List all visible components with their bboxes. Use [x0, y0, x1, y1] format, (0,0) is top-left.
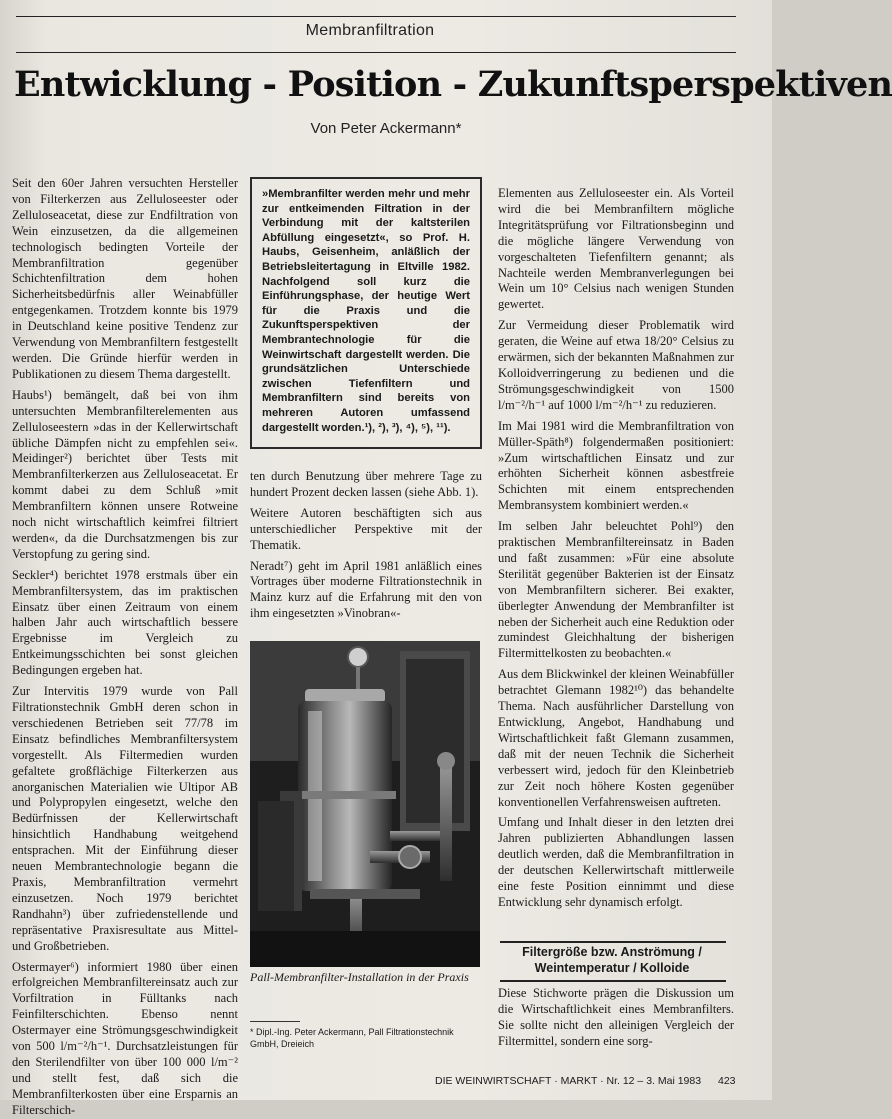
author-byline: Von Peter Ackermann*	[310, 120, 462, 137]
column-2	[250, 469, 482, 639]
abstract-text: »Membranfilter werden mehr und mehr zur entkeimenden Filtration in der Verbindung mit der kaltsterilen Abfüllung eingesetzt«, so Prof. H. Haubs, Geisenheim, anläßlich der Betriebsleitertagung in Eltville 1982. Nachfolgend soll kurz die Einführungsphase, der heutige Wert für die Praxis und die Zukunftsperspektiven der Membrantechnologie für die Weinwirtschaft dargestellt werden. Die grundsätzlichen Unterschiede zwischen Tiefenfiltern und Membranfiltern sind bereits von mehreren Autoren umfassend dargestellt worden.¹), ²), ³), ⁴), ⁵), ¹¹).	[262, 188, 470, 434]
photo-caption: Pall-Membranfilter-Installation in der Praxis	[250, 970, 469, 984]
publication-info: DIE WEINWIRTSCHAFT · MARKT · Nr. 12 – 3. Mai 1983	[435, 1075, 702, 1087]
paragraph: Seit den 60er Jahren versuchten Hersteller von Filterkerzen aus Zelluloseester oder Zelluloseacetat, diese zur Endfiltration von Wein einzusetzen, da die allgemeinen technologisch bedingten Vorteile der Membranfiltration gegenüber Schichtenfiltration dem hohen Sicherheitsbedürfnis aller Weinabfüller entgegenkamen. Trotzdem konnte bis 1979 in Deutschland keine positive Tendenz zur Verwendung von Membranfiltern festgestellt werden. Die Gründe hierfür werden in Publikationen zu diesem Thema dargestellt.	[12, 176, 238, 381]
subsection-rule-top	[500, 941, 726, 943]
paragraph: Haubs¹) bemängelt, daß bei von ihm untersuchten Membranfilterelementen aus Zelluloseestern »das in der Kellerwirtschaft übliche Dämpfen nicht zu empfehlen sei«. Meidinger²) berichtet über Tests mit Membranfilterkerzen aus Zelluloseacetat. Er kommt dabei zu dem Schluß »mit Membranfiltern können unsere Rotweine noch nicht wirtschaftlich keimfrei filtriert werden«, da die Durchsatzmengen bis zur Verstopfung zu gering sind.	[12, 387, 238, 561]
subsection-title-line-2: Weintemperatur / Kolloide	[534, 961, 690, 975]
filter-installation-photo	[250, 641, 480, 967]
paragraph: Zur Intervitis 1979 wurde von Pall Filtrationstechnik GmbH deren schon in verschiedenen Betrieben seit 77/78 im Einsatz befindliches Membranfiltersystem vorgestellt. Als Filtermedien wurden gefaltete großflächige Filterkerzen aus anorganischen Materialien wie Ultipor AB und Polypropylen eingesetzt, welche den Bedürfnissen der Kellerwirtschaft hinsichtlich Handhabung weitgehend entsprachen. Mit der Einführung dieser neuen Membrantechnologie begann die Praxis, Membranfiltration vermehrt einzusetzen. Noch 1979 berichtet Randhahn³) über zufriedenstellende und repräsentative Praxisresultate aus Mittel- und Großbetrieben.	[12, 684, 238, 953]
paragraph: Ostermayer⁶) informiert 1980 über einen erfolgreichen Membranfiltereinsatz auch zur Vorfiltration in Fülltanks nach Feinfilterschichten. Ebenso nennt Ostermayer eine Strömungsgeschwindigkeit von 500 l/m⁻²/h⁻¹. Durchsatzleistungen für den Sterilendfilter von über 100 000 l/m⁻² und stellt fest, daß sich die Membranfilterkosten über eine Ersparnis an Filterschich-	[12, 959, 238, 1117]
subsection-rule-bottom	[500, 980, 726, 982]
paragraph: Aus dem Blickwinkel der kleinen Weinabfüller betrachtet Glemann 1982¹⁰) das behandelte Thema. Nach ausführlicher Darstellung von Entwicklung, Angebot, Handhabung und Wirtschaftlichkeit faßt Glemann zusammen, daß mit der neuen Technik die Sicherheit verbessert wird, jedoch für den Kleinbetrieb zur Zeit noch höhere Kosten gegenüber konventionellen Verfahrensweisen auftreten.	[498, 667, 734, 809]
author-footnote: * Dipl.-Ing. Peter Ackermann, Pall Filtrationstechnik GmbH, Dreieich	[250, 1027, 454, 1049]
paragraph: Im selben Jahr beleuchtet Pohl⁹) den praktischen Membranfiltereinsatz in Baden und faßt zusammen: »Für eine absolute Sterilität gegenüber Bakterien ist der Einsatz von Membranfiltern sicherer. Bei exakter, überlegter Anwendung der Membranfilter ist neben der Sicherheit auch eine Reduktion oder zumindest Gleichhaltung der bisherigen Filtermittelkosten zu beobachten.«	[498, 519, 734, 661]
paragraph: Seckler⁴) berichtet 1978 erstmals über ein Membranfiltersystem, das im praktischen Einsatz über einen Zeitraum von einem halben Jahr auch wirtschaftlich bessere Ergebnisse im Vergleich zu Entkeimungsschichten bei sonst gleichen Bedingungen ergeben hat.	[12, 567, 238, 678]
section-label: Membranfiltration	[305, 22, 435, 39]
paragraph: Im Mai 1981 wird die Membranfiltration von Müller-Späth⁸) folgendermaßen positioniert: »Zum wirtschaftlichen Einsatz und zur erhöhten Sicherheit können asbestfreie Schichten mit einem entsprechenden Membransystem kombiniert werden.«	[498, 418, 734, 513]
subsection-title-line-1: Filtergröße bzw. Anströmung /	[522, 945, 702, 959]
header-rule-top	[16, 16, 736, 17]
subsection-title	[498, 944, 726, 976]
paragraph: Diese Stichworte prägen die Diskussion um die Wirtschaftlichkeit eines Membranfilters. Sie sollte nicht den alleinigen Vergleich der Filtermittel, sondern eine sorg-	[498, 986, 734, 1048]
subsection-text	[498, 986, 734, 1066]
page-footer	[435, 1075, 735, 1087]
paragraph: ten durch Benutzung über mehrere Tage zu hundert Prozent decken lassen (siehe Abb. 1).	[250, 469, 482, 499]
column-3	[498, 186, 734, 909]
column-1	[12, 176, 238, 1117]
paragraph: Weitere Autoren beschäftigten sich aus unterschiedlicher Perspektive mit der Thematik.	[250, 505, 482, 552]
article-headline: Entwicklung - Position - Zukunftsperspektiven	[14, 64, 892, 105]
paragraph: Zur Vermeidung dieser Problematik wird geraten, die Weine auf etwa 18/20° Celsius zu erwärmen, sich der bekannten Maßnahmen zur Kolloidverringerung zu bedienen und die Strömungsgeschwindigkeit von 1500 l/m⁻²/h⁻¹ auf 1000 l/m⁻²/h⁻¹ zu reduzieren.	[498, 318, 734, 412]
paragraph: Umfang und Inhalt dieser in den letzten drei Jahren publizierten Abhandlungen lassen deutlich werden, daß die Membranfiltration in der deutschen Kellerwirtschaft mittlerweile eine feste Position einnimmt und diese Entwicklung sehr dynamisch erfolgt.	[498, 815, 734, 909]
abstract-box	[250, 177, 482, 449]
page-number: 423	[717, 1075, 736, 1087]
paragraph: Neradt⁷) geht im April 1981 anläßlich eines Vortrages über moderne Filtrationstechnik in Mainz kurz auf die Erfahrung mit den von ihm eingesetzten »Vinobran«-	[250, 558, 482, 621]
filter-installation-illustration	[250, 641, 480, 967]
header-rule-bottom	[16, 52, 736, 53]
footnote-divider	[250, 1021, 300, 1022]
paragraph: Elementen aus Zelluloseester ein. Als Vorteil wird die bei Membranfiltern mögliche Integritätsprüfung vor Filtrationsbeginn und die mögliche längere Verwendung von vorgeschalteten Tiefenfiltern genannt; als Nachteile werden Membranverlegungen bei Wein um 10° Celsius nach wenigen Stunden gewertet.	[498, 186, 734, 312]
